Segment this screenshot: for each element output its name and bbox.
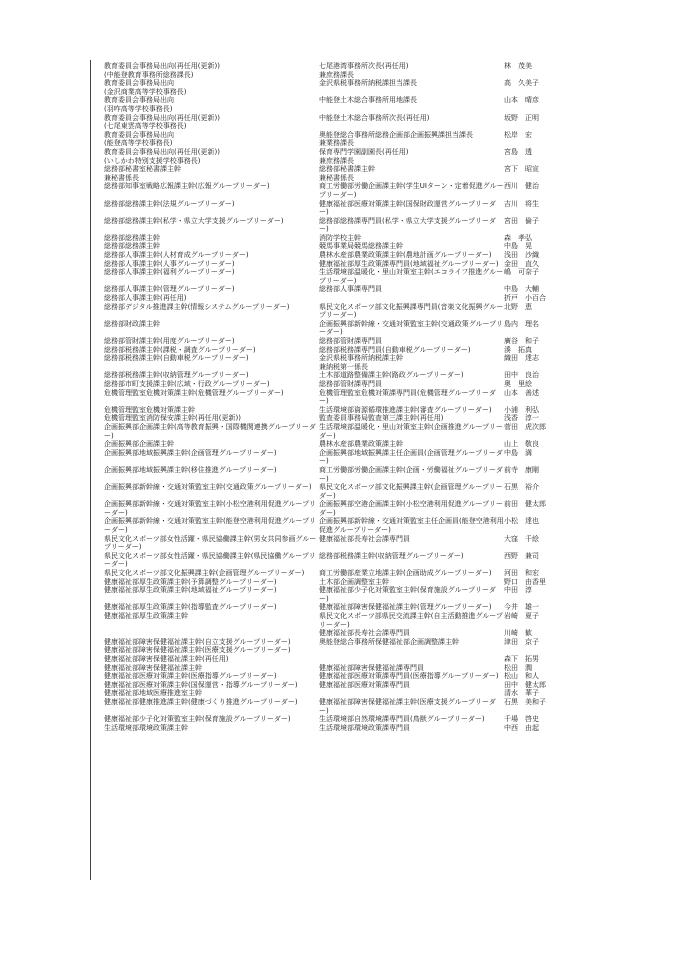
personnel-row [104,646,554,655]
new-position: 健康福祉部障害保健福祉課主幹(医療支援グループリーダー) [319,697,496,715]
old-position: 健康福祉部医療対策課主幹(医療指導グループリーダー) [104,672,277,681]
old-position: 健康福祉部障害保健福祉課主幹 [104,663,202,672]
old-position: 健康福祉部障害保健福祉課主幹(医療支援グループリーダー) [104,646,291,655]
old-position: 健康福祉部厚生政策課主幹(地域福祉グループリーダー) [104,586,277,595]
personnel-row [104,294,554,303]
personnel-row [104,466,554,483]
person-name: 林 茂美 [504,62,532,70]
person-name: 北野 恵 [504,302,532,311]
old-position: 総務部税務課主幹(収納管理グループリーダー) [104,371,249,380]
personnel-row [104,62,554,79]
person-name: 西野 兼司 [504,551,539,560]
person-name: 岩崎 夏子 [504,612,539,620]
new-position: 保育専門学園副園長(再任用) 兼庶務課長 [319,147,409,165]
old-position: 総務部秘書室秘書課主幹 兼秘書係長 [104,165,181,182]
personnel-row [104,268,554,285]
old-position: 健康福祉部少子化対策監室主幹(保育施設グループリーダー) [104,715,291,724]
person-name: 高 久美子 [504,79,539,88]
person-name: 小松 達也 [504,517,539,526]
personnel-row [104,354,554,371]
personnel-row [104,346,554,355]
personnel-row [104,655,554,664]
personnel-row [104,629,554,638]
person-name: 菅田 虎次郎 [504,422,546,431]
new-position: 商工労働部労働企画課主幹(企画・労働福祉グループリーダー) [319,465,503,483]
person-name: 松田 潤 [504,663,532,672]
person-name: 大窪 千絵 [504,534,539,543]
person-name: 宮下 昭宣 [504,165,539,174]
old-position: 健康福祉部地域医療推進室主幹 [104,689,202,698]
person-name: 河田 和宏 [504,569,539,578]
old-position: 企画振興部新幹線・交通対策監室主幹(小松空港利用促進グループリーダー) [104,500,316,517]
old-position: 総務部総務課主幹 [104,242,160,251]
new-position: 企画振興部新幹線・交通対策監室主幹(交通政策グループリーダー) [319,319,503,337]
personnel-row [104,423,554,440]
person-name: 田中 健太郎 [504,680,546,689]
new-position: 生活環境部環境政策課専門員 [319,723,410,732]
old-position: 総務部管財課主幹(用度グループリーダー) [104,337,235,345]
new-position: 七尾港湾事務所次長(再任用) 兼庶務課長 [319,62,409,79]
new-position: 総務部管財課専門員 [319,379,382,388]
old-position: 総務部人事課主幹(再任用) [104,294,187,303]
personnel-row [104,603,554,612]
old-position: 教育委員会事務局出向(再任用(更新)) (いしかわ特別支援学校事務長) [104,147,220,165]
old-position: 生活環境部環境政策課主幹 [104,723,188,732]
personnel-row [104,96,554,113]
personnel-row [104,371,554,380]
personnel-row [104,578,554,587]
personnel-row [104,535,554,552]
new-position: 県民文化スポーツ部文化振興課主幹(企画管理グループリーダー) [319,483,503,500]
old-position: 教育委員会事務局出向(再任用(更新)) (七尾東雲高等学校事務長) [104,113,220,131]
person-name: 中西 由起 [504,723,539,732]
personnel-row [104,251,554,260]
person-name: 金田 直久 [504,259,539,268]
person-name: 宮田 倫子 [504,216,539,225]
personnel-row [104,612,554,629]
personnel-row [104,449,554,466]
person-name: 清水 華子 [504,689,539,698]
new-position: 企画振興部地域振興課主任企画員(企画管理グループリーダー) [319,448,503,466]
person-name: 松岸 宏 [504,130,532,139]
person-name: 松山 和人 [504,672,539,681]
personnel-row [104,148,554,165]
new-position: 健康福祉部医療対策課専門員(医療指導グループリーダー) [319,672,499,681]
personnel-row [104,380,554,389]
personnel-row [104,182,554,199]
old-position: 企画振興部新幹線・交通対策監室主幹(交通政策グループリーダー) [104,483,312,492]
personnel-row [104,389,554,406]
old-position: 総務部税務課主幹(自動車税グループリーダー) [104,354,249,363]
old-position: 総務部知事室戦略広報課主幹(広報グループリーダー) [104,182,270,191]
old-position: 企画振興部新幹線・交通対策監室主幹(能登空港利用促進グループリーダー) [104,517,316,535]
old-position: 総務部人事課主幹(人事グループリーダー) [104,259,235,268]
person-name: 織田 達志 [504,354,539,363]
new-position: 危機管理監室危機対策課専門員(危機管理グループリーダー) [319,388,496,406]
new-position: 総務部人事課専門員 [319,285,382,294]
personnel-row [104,79,554,96]
old-position: 総務部総務課主幹 [104,233,160,242]
personnel-row [104,406,554,415]
person-name: 西川 健治 [504,182,539,191]
personnel-list [104,62,554,732]
old-position: 総務部人事課主幹(管理グループリーダー) [104,285,235,294]
new-position: 中能登土木総合事務所用地課長 [319,96,417,105]
old-position: 健康福祉部障害保健福祉課主幹(再任用) [104,654,229,663]
personnel-row [104,552,554,569]
person-name: 川崎 歓 [504,629,532,638]
old-position: 総務部税務課主幹(課税・調査グループリーダー) [104,345,256,354]
personnel-row [104,698,554,715]
old-position: 総務部総務課主幹(私学・県立大学支援グループリーダー) [104,216,284,225]
person-name: 浅香 淳一 [504,414,539,423]
new-position: 金沢県税事務所納税課主幹 兼納税第一係長 [319,354,403,371]
new-position: 競馬事業局競馬総務課主幹 [319,242,403,251]
new-position: 企画振興部空港企画課主幹(小松空港利用促進グループリーダー) [319,500,503,517]
personnel-row [104,217,554,234]
old-position: 教育委員会事務局出向 (能登高等学校事務長) [104,130,174,148]
new-position: 県民文化スポーツ部文化振興課専門員(音楽文化振興グループリーダー) [319,302,504,320]
person-name: 津田 京子 [504,637,539,646]
new-position: 総務部税務課主幹(収納管理グループリーダー) [319,551,464,560]
new-position: 奥能登総合事務所総務企画部企画振興課担当課長 兼業務課長 [319,130,473,148]
personnel-row [104,320,554,337]
person-name: 石黒 美和子 [504,697,546,706]
old-position: 総務部総務課主幹(法規グループリーダー) [104,199,235,208]
personnel-row [104,483,554,500]
new-position: 土木部道路整備課主幹(路政グループリーダー) [319,371,464,380]
personnel-row [104,664,554,673]
new-position: 県民文化スポーツ部県民交流課主幹(自主活動推進グループリーダー) [319,612,503,629]
personnel-row [104,724,554,733]
person-name: 山上 敬良 [504,440,539,449]
old-position: 企画振興部地域振興課主幹(企画管理グループリーダー) [104,448,277,457]
personnel-row [104,165,554,182]
new-position: 健康福祉部医療対策課専門員 [319,680,410,689]
new-position: 土木部企画調整室主幹 [319,577,389,586]
old-position: 危機管理監室消防保安課主幹(再任用(更新)) [104,414,241,423]
new-position: 企画振興部新幹線・交通対策監室主任企画員(能登空港利用促進グループリーダー) [319,517,504,535]
old-position: 県民文化スポーツ部女性活躍・県民協働課主幹(県民協働グループリーダー) [104,551,316,569]
person-name: 前田 健太郎 [504,500,546,509]
new-position: 商工労働部産業立地課主幹(企画助成グループリーダー) [319,569,492,578]
old-position: 県民文化スポーツ部女性活躍・県民協働課主幹(男女共同参画グループリーダー) [104,534,317,552]
old-position: 危機管理監室危機対策課主幹 [104,405,195,414]
old-position: 健康福祉部障害保健福祉課主幹(自立支援グループリーダー) [104,637,291,646]
personnel-row [104,234,554,243]
new-position: 農林水産部農業政策課主幹(農地計画グループリーダー) [319,251,492,260]
new-position: 農林水産部農業政策課主幹 [319,440,403,449]
person-name: 石黒 裕介 [504,483,539,492]
person-name: 中島 満 [504,448,532,457]
personnel-row [104,500,554,517]
new-position: 中能登土木総合事務所次長(再任用) [319,113,430,122]
personnel-row [104,586,554,603]
person-name: 中田 淳 [504,586,532,595]
new-position: 総務部総務課専門員(私学・県立大学支援グループリーダー) [319,216,496,234]
person-name: 嶋 可奈子 [504,268,539,277]
new-position: 総務部税務課専門員(自動車税グループリーダー) [319,345,471,354]
new-position: 生活環境部温暖化・里山対策室主幹(エコライフ推進グループリーダー) [319,268,504,285]
person-name: 小浦 利弘 [504,405,539,414]
person-name: 森 孝弘 [504,233,532,242]
new-position: 健康福祉部長寿社会課専門員 [319,629,410,638]
old-position: 教育委員会事務局出向 (羽咋高等学校事務長) [104,96,174,113]
new-position: 金沢県税事務所納税課担当課長 [319,79,417,88]
personnel-row [104,285,554,294]
old-position: 健康福祉部厚生政策課主幹 [104,612,188,620]
personnel-row [104,638,554,647]
personnel-row [104,569,554,578]
person-name: 千場 啓史 [504,715,539,724]
person-name: 今井 雄一 [504,603,539,612]
new-position: 健康福祉部医療対策課主幹(国保財政運営グループリーダー) [319,199,496,217]
old-position: 教育委員会事務局出向(再任用(更新)) (中能登教育事務所総務課長) [104,62,220,79]
old-position: 総務部人事課主幹(人材育成グループリーダー) [104,251,249,260]
person-name: 島内 理名 [504,319,539,328]
person-name: 前寺 康剛 [504,465,539,474]
personnel-row [104,260,554,269]
person-name: 坂野 正明 [504,113,539,122]
person-name: 田中 良治 [504,371,539,380]
old-position: 企画振興部企画課主幹 [104,440,174,449]
new-position: 商工労働部労働企画課主幹(学生UIターン・定着促進グループリーダー) [319,182,504,199]
person-name: 奥 里絵 [504,379,532,388]
old-position: 企画振興部地域振興課主幹(移住推進グループリーダー) [104,465,277,474]
personnel-row [104,440,554,449]
personnel-row [104,303,554,320]
old-position: 総務部財政課主幹 [104,319,160,328]
person-name: 中島 大輔 [504,285,539,294]
person-name: 野口 由香里 [504,577,546,586]
old-position: 健康福祉部厚生政策課主幹(予算調整グループリーダー) [104,577,277,586]
new-position: 生活環境部自然環境課専門員(鳥獣グループリーダー) [319,715,485,724]
old-position: 健康福祉部厚生政策課主幹(指導監査グループリーダー) [104,603,277,612]
old-position: 総務部デジタル推進課主幹(情報システムグループリーダー) [104,302,290,311]
old-position: 教育委員会事務局出向 (金沢商業高等学校事務長) [104,79,187,96]
old-position: 危機管理監室危機対策課主幹(危機管理グループリーダー) [104,388,284,397]
new-position: 健康福祉部厚生政策課専門員(地域福祉グループリーダー) [319,259,499,268]
new-position: 総務部秘書課主幹 兼秘書係長 [319,165,375,182]
personnel-row [104,200,554,217]
person-name: 廣谷 和子 [504,337,539,345]
new-position: 監査委員事務局監査第三課主幹(再任用) [319,414,444,423]
personnel-row [104,689,554,698]
old-position: 健康福祉部健康推進課主幹(健康づくり推進グループリーダー) [104,697,298,706]
personnel-row [104,337,554,346]
person-name: 山本 善述 [504,388,539,397]
person-name: 湊 拓真 [504,345,532,354]
person-name: 吉川 将生 [504,199,539,208]
new-position: 健康福祉部少子化対策監室主幹(保育施設グループリーダー) [319,586,496,603]
person-name: 中島 晃 [504,242,532,251]
person-name: 森下 拓男 [504,654,539,663]
personnel-row [104,131,554,148]
new-position: 健康福祉部長寿社会課専門員 [319,534,410,543]
new-position: 総務部管財課専門員 [319,337,382,345]
personnel-row [104,517,554,534]
new-position: 生活環境部温暖化・里山対策室主幹(企画推進グループリーダー) [319,422,503,440]
new-position: 健康福祉部障害保健福祉課専門員 [319,663,424,672]
old-position: 健康福祉部医療対策課主幹(国保運営・指導グループリーダー) [104,680,298,689]
person-name: 浅田 沙織 [504,251,539,260]
margin-rule [90,60,91,880]
personnel-row [104,681,554,690]
personnel-row [104,114,554,131]
old-position: 県民文化スポーツ部文化振興課主幹(企画管理グループリーダー) [104,569,305,578]
old-position: 総務部市町支援課主幹(広域・行政グループリーダー) [104,379,270,388]
person-name: 宮島 透 [504,147,532,156]
personnel-row [104,414,554,423]
new-position: 奥能登総合事務所保健福祉部企画調整課主幹 [319,637,459,646]
old-position: 企画振興部企画課主幹(高等教育振興・国際機関連携グループリーダー) [104,422,316,440]
person-name: 折戸 小百合 [504,294,546,303]
person-name: 山本 晴彦 [504,96,539,105]
personnel-row [104,715,554,724]
new-position: 生活環境部資源循環推進課主幹(審査グループリーダー) [319,405,492,414]
personnel-row [104,242,554,251]
new-position: 健康福祉部障害保健福祉課主幹(管理グループリーダー) [319,603,492,612]
personnel-row [104,672,554,681]
new-position: 消防学校主幹 [319,233,361,242]
old-position: 総務部人事課主幹(福利グループリーダー) [104,268,235,277]
